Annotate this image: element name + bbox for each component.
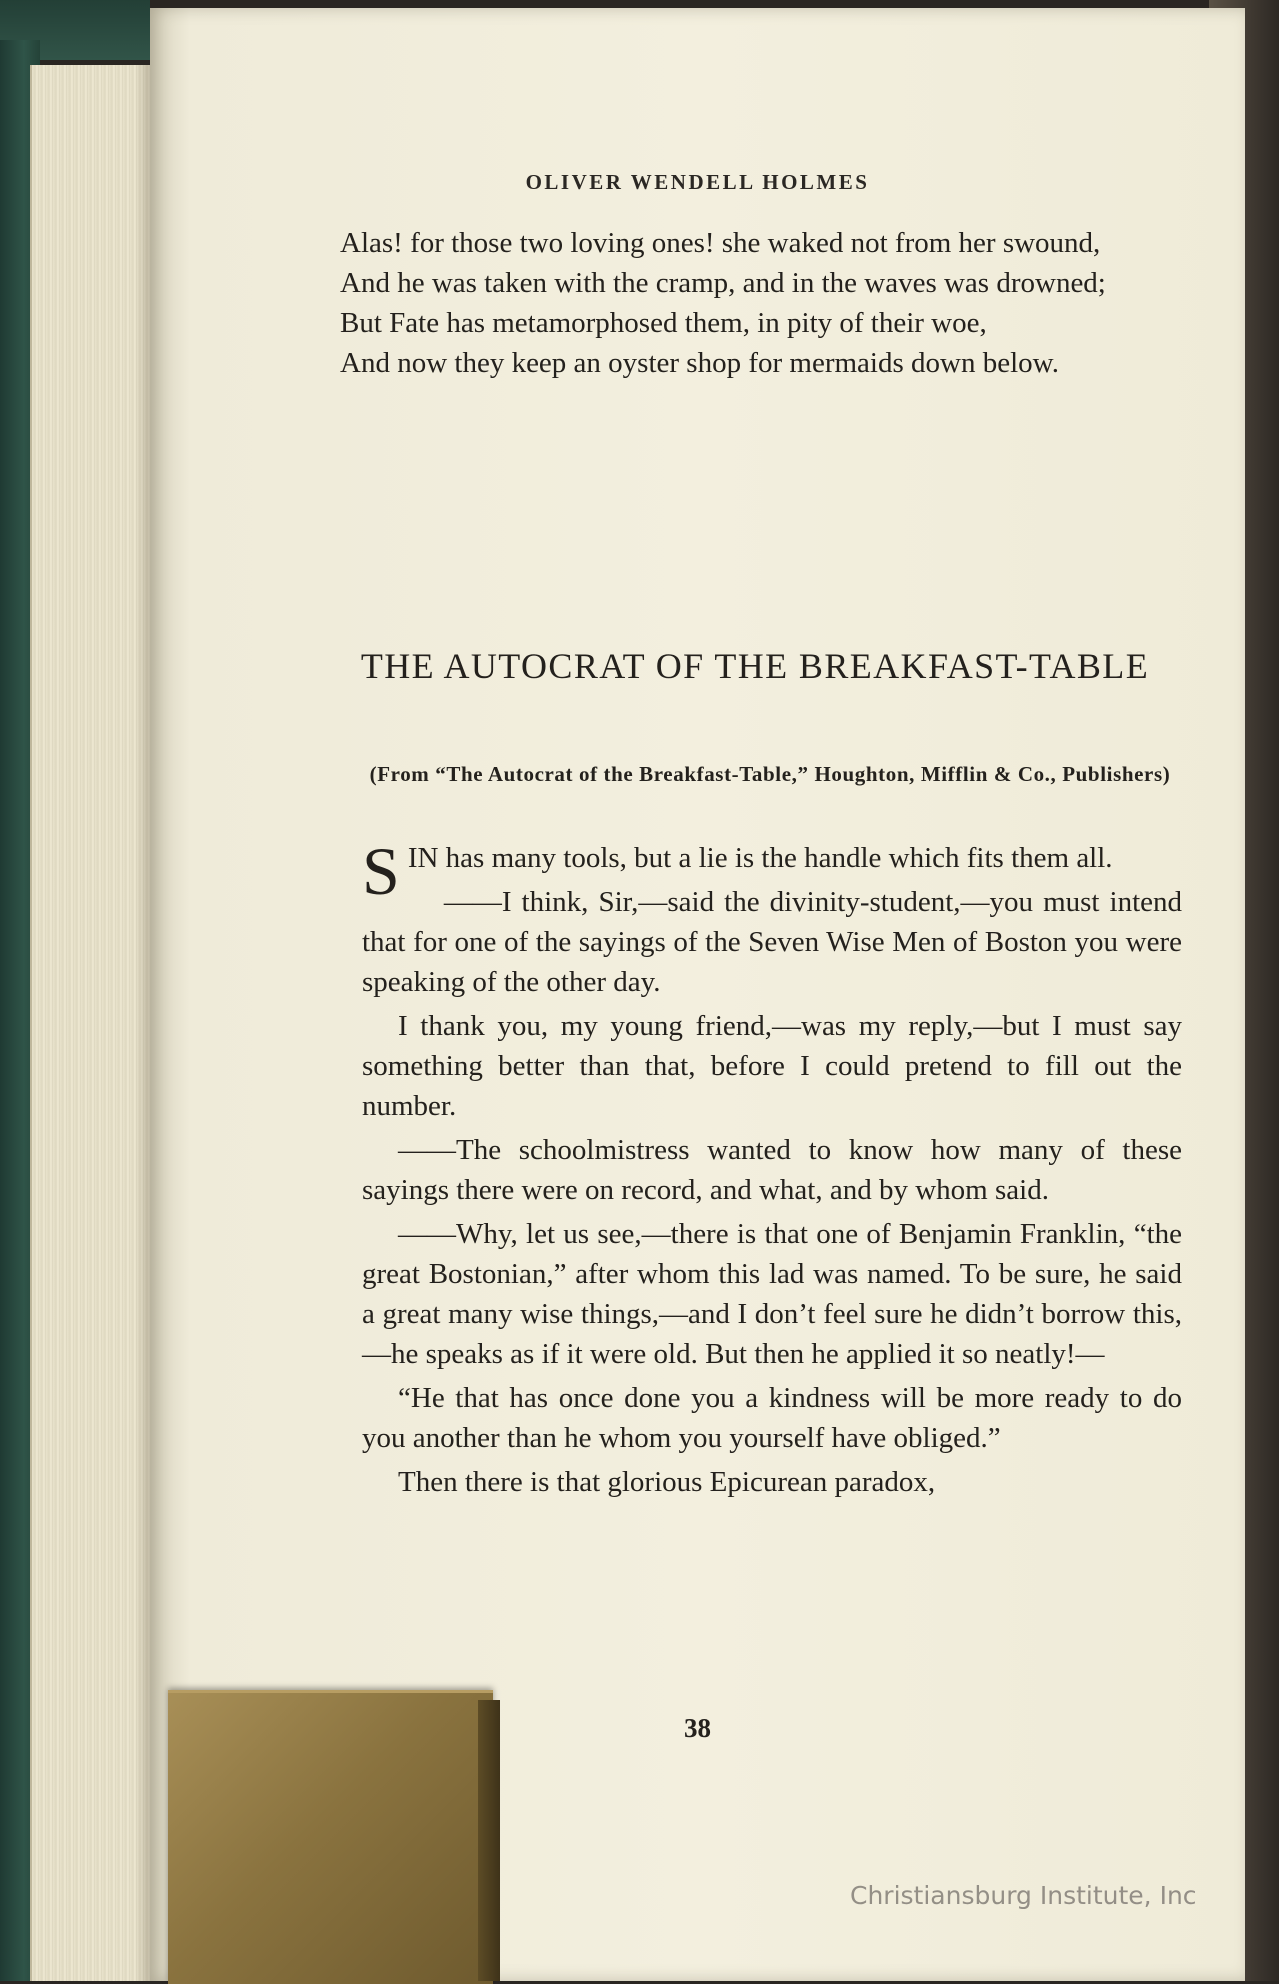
- paragraph: ——I think, Sir,—said the divinity-student,—you must intend that for one of the sayings of the Seven Wise Men of Boston you were speaking of the other day.: [362, 886, 1182, 998]
- verse-line: But Fate has metamorphosed them, in pity of their woe,: [340, 307, 987, 339]
- page-number: 38: [684, 1713, 711, 1743]
- running-head: OLIVER WENDELL HOLMES: [525, 170, 870, 194]
- paragraph-text: IN has many tools, but a lie is the handle which fits them all.: [407, 842, 1113, 874]
- paragraph: ——The schoolmistress wanted to know how many of these sayings there were on record, and what, and by whom said.: [362, 1134, 1182, 1206]
- drop-cap: S: [362, 833, 400, 909]
- verse-line: And he was taken with the cramp, and in the waves was drowned;: [340, 267, 1106, 299]
- chapter-title: THE AUTOCRAT OF THE BREAKFAST-TABLE: [360, 646, 1150, 686]
- prose-block: [362, 833, 1182, 1506]
- verse-block: [340, 223, 1170, 383]
- paragraph-first: [362, 833, 1182, 909]
- verse-line: Alas! for those two loving ones! she waked not from her swound,: [340, 227, 1101, 259]
- watermark: Christiansburg Institute, Inc: [850, 1881, 1197, 1910]
- wooden-page-weight: [168, 1690, 493, 1984]
- wooden-page-weight-side: [478, 1700, 500, 1981]
- page-edges: [30, 65, 157, 1981]
- book-page: [150, 8, 1245, 1981]
- paragraph: Then there is that glorious Epicurean paradox,: [398, 1466, 936, 1498]
- paragraph: “He that has once done you a kindness will be more ready to do you another than he whom you yourself have obliged.”: [362, 1382, 1182, 1454]
- source-note: (From “The Autocrat of the Breakfast-Table,” Houghton, Mifflin & Co., Publishers): [369, 762, 1171, 786]
- paragraph: ——Why, let us see,—there is that one of Benjamin Franklin, “the great Bostonian,” after whom this lad was named. To be sure, he said a great many wise things,—and I don’t feel sure he didn’t borrow this,—he speaks as if it were old. But then he applied it so neatly!—: [362, 1218, 1182, 1370]
- verse-line: And now they keep an oyster shop for mermaids down below.: [340, 347, 1059, 379]
- paragraph: I thank you, my young friend,—was my reply,—but I must say something better than that, before I could pretend to fill out the number.: [362, 1010, 1182, 1122]
